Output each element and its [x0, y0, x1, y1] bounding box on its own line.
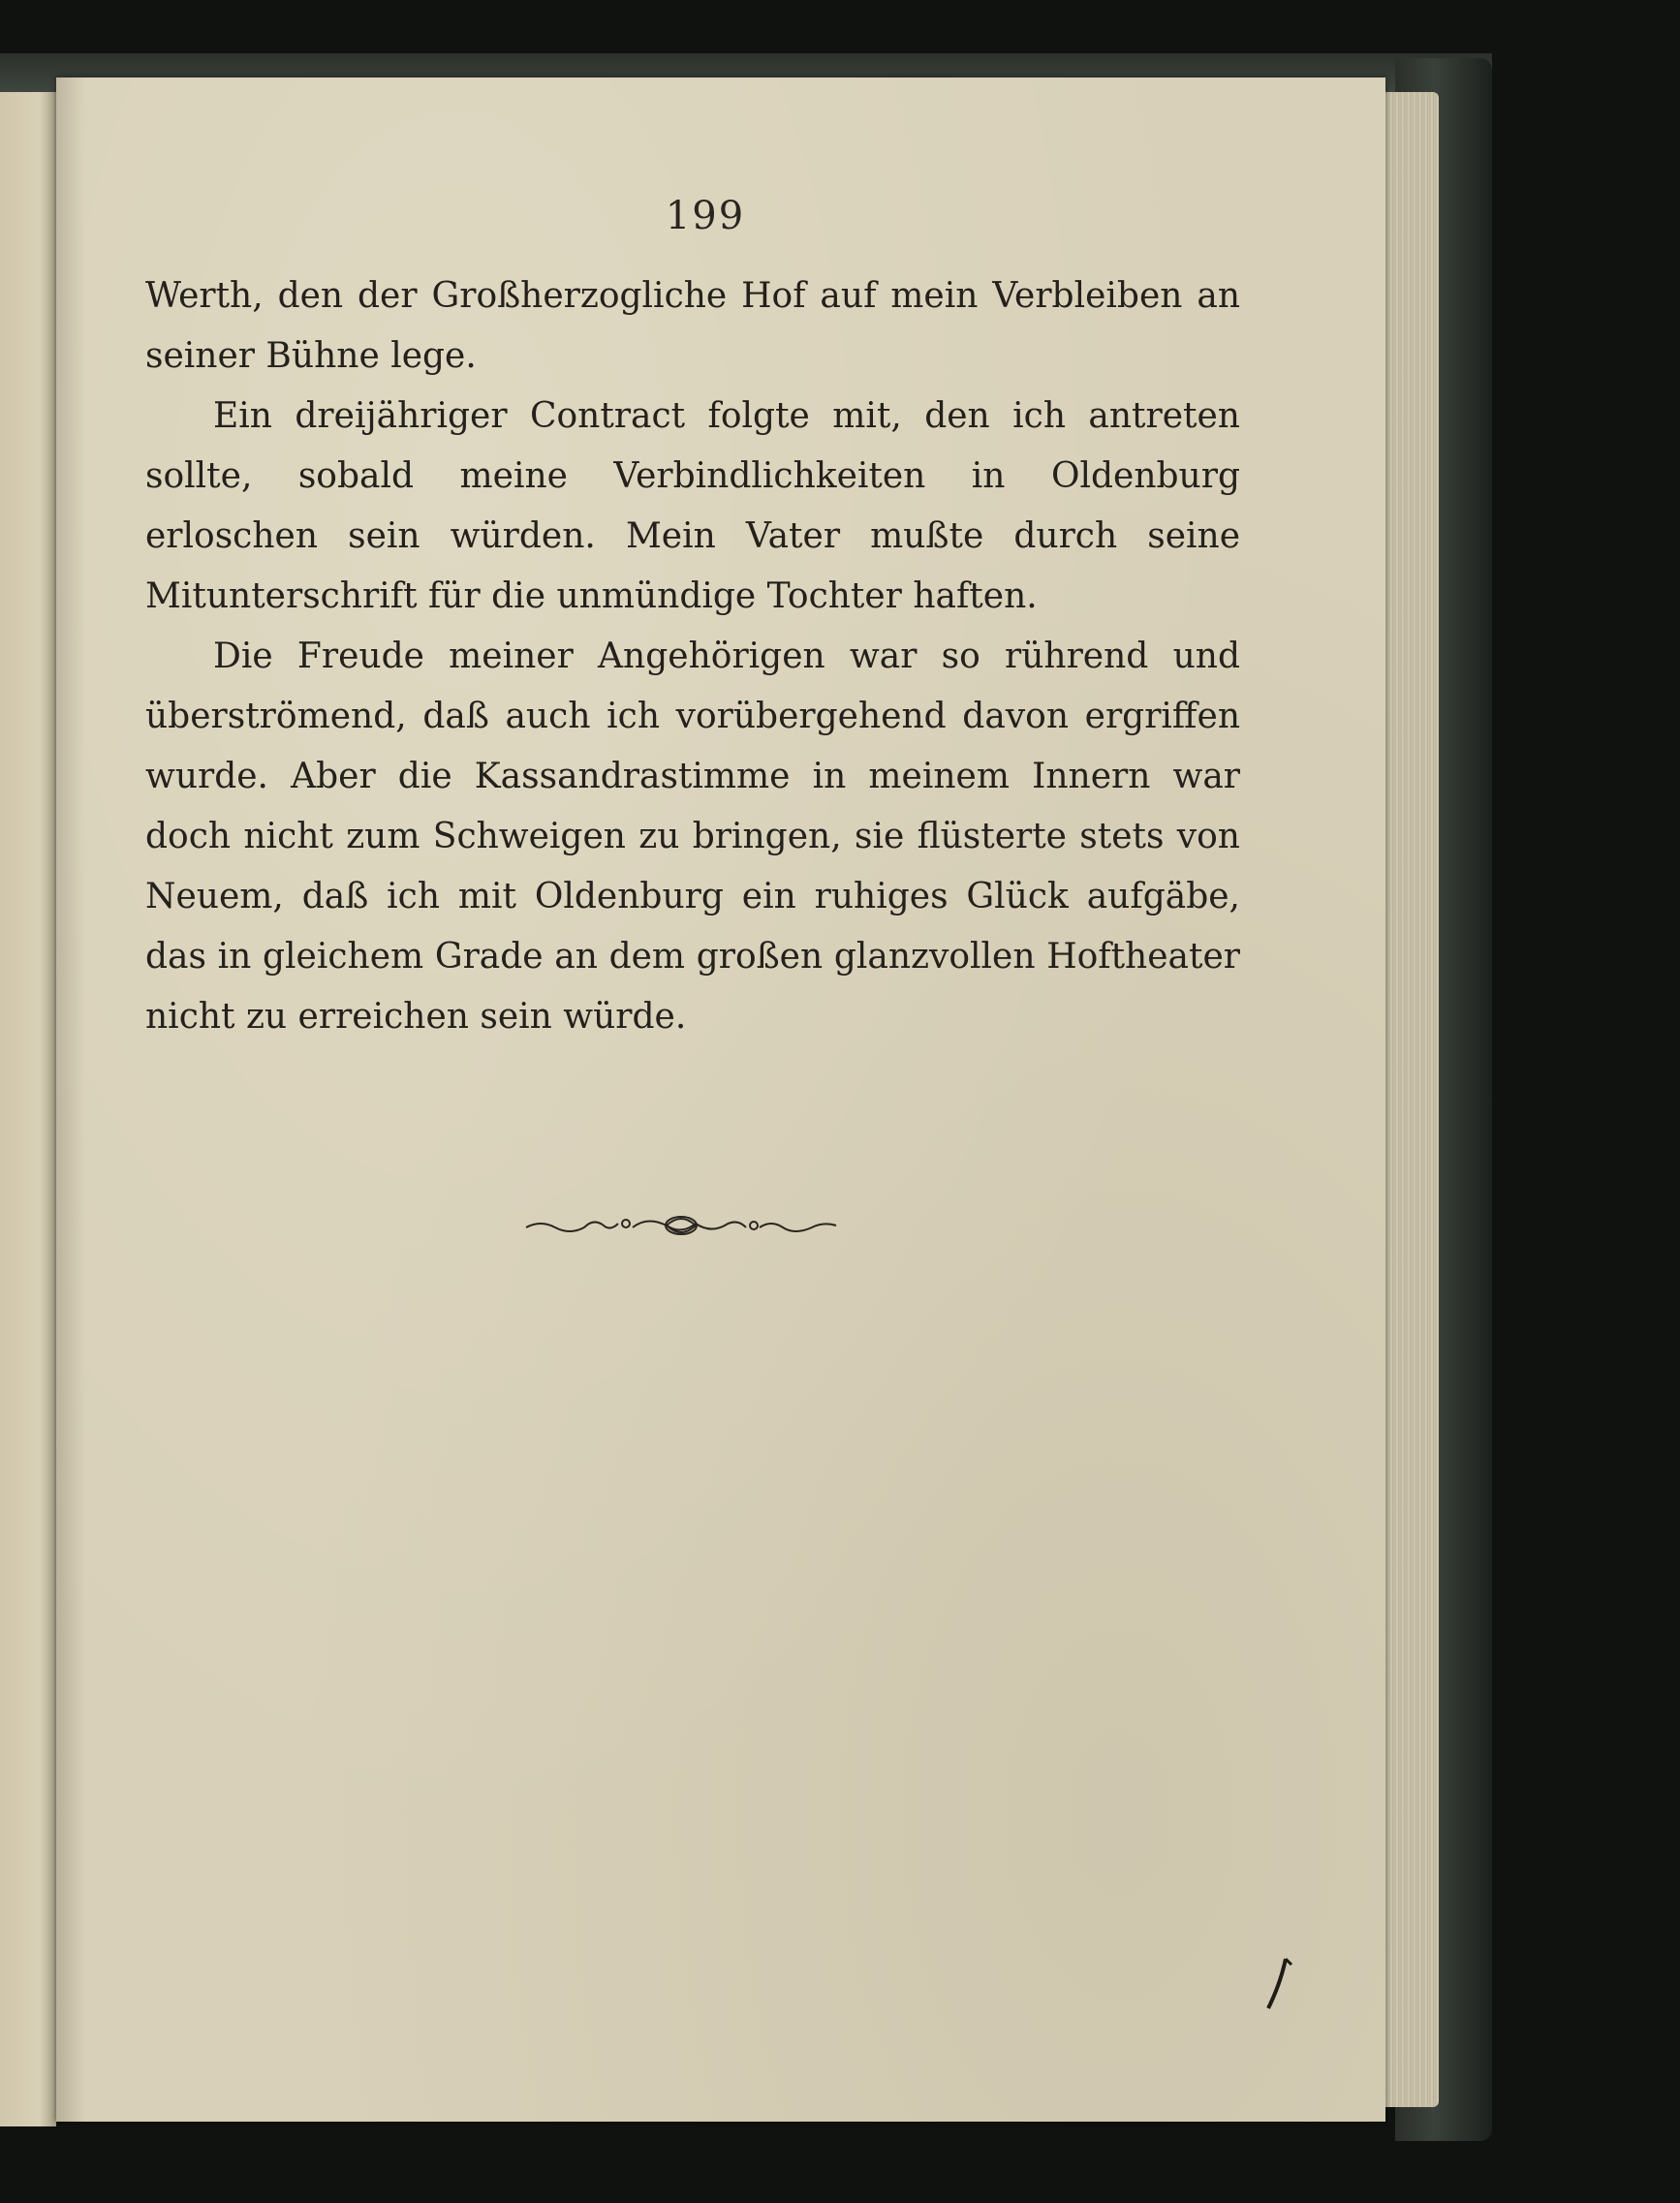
decorative-flourish-divider-icon	[521, 1206, 841, 1245]
paragraph-2: Ein dreijähriger Contract folgte mit, den ich antreten sollte, sobald meine Verbindlichkeiten in Oldenburg erloschen sein würden. Mein Vater mußte durch seine Mitunterschrift für die unmündige Tochter haften.	[145, 396, 1240, 616]
paragraph-3: Die Freude meiner Angehörigen war so rührend und überströmend, daß auch ich vorübergehend davon ergriffen wurde. Aber die Kassandrastimme in meinem Innern war doch nicht zum Schweigen zu bringen, sie flüsterte stets von Neuem, daß ich mit Oldenburg ein ruhiges Glück aufgäbe, das in gleichem Grade an dem großen glanzvollen Hoftheater nicht zu erreichen sein würde.	[145, 636, 1240, 1037]
page-body-text	[145, 266, 1240, 1047]
book-page	[56, 78, 1385, 2122]
ink-mark-icon	[1264, 1957, 1293, 2010]
page-number: 199	[665, 194, 746, 238]
facing-page-sliver	[0, 92, 56, 2126]
paragraph-1: Werth, den der Großherzogliche Hof auf mein Verbleiben an seiner Bühne lege.	[145, 276, 1240, 376]
